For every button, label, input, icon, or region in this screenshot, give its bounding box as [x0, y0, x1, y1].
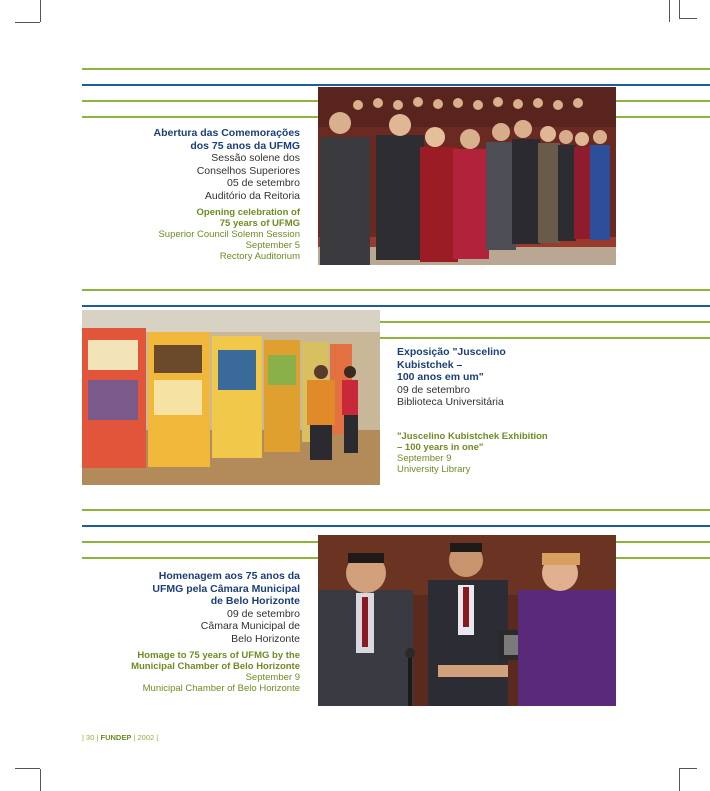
section-3-detail-line: Belo Horizonte: [231, 632, 300, 645]
photo-exhibition: [82, 310, 380, 485]
section-2-title-line: Kubistchek –: [397, 358, 463, 371]
section-1-title-line: dos 75 anos da UFMG: [190, 139, 300, 152]
section-1-detail-line: Sessão solene dos: [211, 152, 300, 164]
crop-mark: [40, 0, 41, 22]
page-number: 30: [86, 733, 95, 742]
green-rule: [82, 68, 710, 70]
section-1-en-title-line: Opening celebration of: [196, 207, 300, 218]
section-3-en-detail-line: Municipal Chamber of Belo Horizonte: [142, 683, 300, 694]
section-1-en-detail-line: Rectory Auditorium: [219, 251, 300, 262]
footer-year: 2002: [137, 733, 155, 742]
section-2-en-title-line: – 100 years in one": [397, 441, 484, 453]
photo-homage-ceremony: [318, 535, 616, 706]
section-1-text: [140, 127, 300, 262]
crop-mark: [669, 0, 670, 22]
section-3-title-line: UFMG pela Câmara Municipal: [152, 582, 300, 595]
section-1-detail-line: Auditório da Reitoria: [204, 189, 300, 202]
green-rule: [82, 289, 710, 291]
section-2-detail-line: Biblioteca Universitária: [397, 396, 504, 408]
section-1-title-line: Abertura das Comemorações: [153, 127, 300, 139]
crop-mark: [679, 768, 697, 769]
crop-mark: [679, 0, 680, 18]
section-2-text: [397, 346, 597, 475]
blue-rule: [82, 525, 710, 527]
section-2-title-line: 100 anos em um": [397, 371, 484, 383]
section-3-detail-line: 09 de setembro: [227, 607, 300, 620]
green-rule: [82, 509, 710, 511]
blue-rule: [82, 84, 710, 86]
section-3-title-line: Homenagem aos 75 anos da: [158, 570, 300, 582]
section-2-en-title-line: "Juscelino Kubistchek Exhibition: [397, 430, 548, 442]
section-3-en-detail-line: September 9: [245, 672, 300, 683]
section-3-title-line: de Belo Horizonte: [210, 595, 300, 607]
crop-mark: [15, 768, 40, 769]
section-1-en-title-line: 75 years of UFMG: [219, 218, 300, 229]
section-2-detail-line: 09 de setembro: [397, 383, 470, 396]
section-3-en-title-line: Municipal Chamber of Belo Horizonte: [131, 661, 300, 672]
section-2-en-detail-line: September 9: [397, 452, 452, 464]
section-1-en-detail-line: September 5: [245, 240, 300, 251]
section-3-text: [110, 570, 300, 694]
blue-rule: [82, 305, 710, 307]
crop-mark: [679, 18, 697, 19]
section-3-en-title-line: Homage to 75 years of UFMG by the: [137, 650, 300, 661]
section-1-detail-line: Conselhos Superiores: [196, 164, 300, 177]
photo-auditorium-ceremony: [318, 87, 616, 265]
section-1-detail-line: 05 de setembro: [227, 177, 300, 189]
page-footer: | 30 | FUNDEP | 2002 |: [82, 733, 159, 742]
section-1-en-detail-line: Superior Council Solemn Session: [158, 229, 300, 240]
crop-mark: [679, 769, 680, 791]
crop-mark: [15, 22, 40, 23]
section-3-detail-line: Câmara Municipal de: [200, 620, 300, 632]
section-2-title-line: Exposição "Juscelino: [397, 346, 506, 358]
footer-org: FUNDEP: [100, 733, 132, 742]
section-2-en-detail-line: University Library: [397, 463, 471, 475]
crop-mark: [40, 769, 41, 791]
